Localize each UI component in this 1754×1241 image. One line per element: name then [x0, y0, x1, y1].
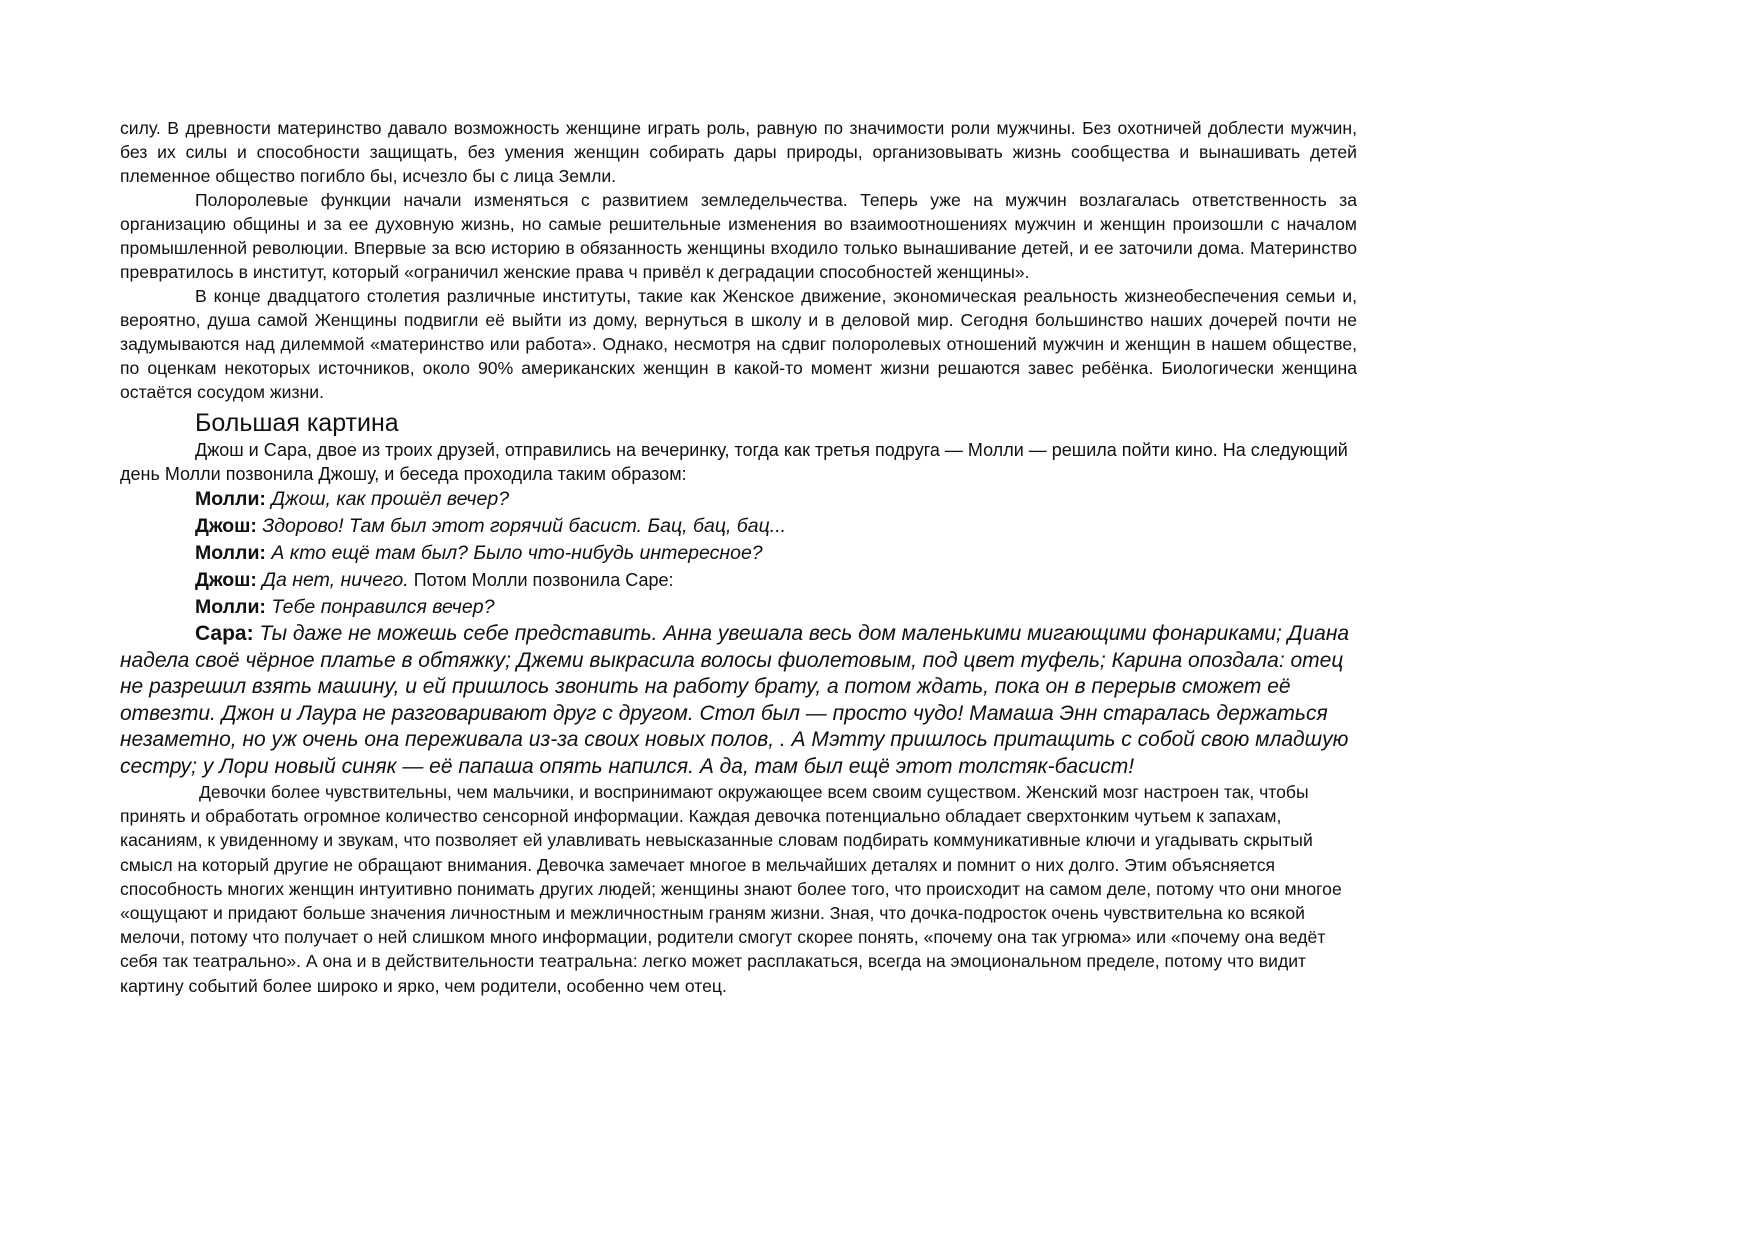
dialog-speaker: Джош: — [195, 515, 257, 537]
top-paragraphs — [120, 116, 1357, 404]
paragraph: В конце двадцатого столетия различные институты, такие как Женское движение, экономическая реальность жизнеобеспечения семьи и, вероятно, душа самой Женщины подвигли её выйти из дому, вернуться в школу и в деловой мир. Сегодня большинство наших дочерей почти не задумываются над дилеммой «материнство или работа». Однако, несмотря на сдвиг полоролевых отношений мужчин и женщин в нашем обществе, по оценкам некоторых источников, около 90% американских женщин в какой-то момент жизни решаются завес ребёнка. Биологически женщина остаётся сосудом жизни. — [120, 286, 1357, 402]
dialog-speaker: Молли: — [195, 596, 266, 618]
dialog-line — [120, 621, 1357, 780]
dialog-text: Ты даже не можешь себе представить. Анна увешала весь дом маленькими мигающими фонариками; Диана надела своё чёрное платье в обтяжку; Джеми выкрасила волосы фиолетовым, под цвет туфель; Карина опоздала: отец не разрешил взять машину, и ей пришлось звонить на работу брату, а потом ждать, пока он в перерыв сможет её отвезти. Джон и Лаура не разговаривают друг с другом. Стол был — просто чудо! Мамаша Энн старалась держаться незаметно, но уж очень она переживала из-за своих новых полов, . А Мэтту пришлось притащить с собой свою младшую сестру; у Лори новый синяк — её папаша опять напился. А да, там был ещё этот толстяк-басист! — [120, 622, 1350, 778]
closing-block — [120, 780, 1357, 998]
intro-block — [120, 438, 1357, 486]
dialog-line — [120, 513, 1357, 540]
dialog-line — [120, 540, 1357, 567]
dialog-text: А кто ещё там был? Было что-нибудь интересное? — [265, 542, 763, 564]
dialog-speaker: Джош: — [195, 569, 257, 591]
dialog-line — [120, 594, 1357, 621]
paragraph: силу. В древности материнство давало возможность женщине играть роль, равную по значимости роли мужчины. Без охотничей доблести мужчин, без их силы и способности защищать, без умения женщин собирать дары природы, организовывать жизнь сообщества и вынашивать детей племенное общество погибло бы, исчезло бы с лица Земли. — [120, 118, 1357, 186]
paragraph: Полоролевые функции начали изменяться с развитием земледельчества. Теперь уже на мужчин возлагалась ответственность за организацию общины и за ее духовную жизнь, но самые решительные изменения во взаимоотношениях мужчин и женщин произошли с началом промышленной революции. Впервые за всю историю в обязанность женщины входило только вынашивание детей, и ее заточили дома. Материнство превратилось в институт, который «ограничил женские права ч привёл к деградации способностей женщины». — [120, 190, 1357, 282]
document-page — [120, 116, 1357, 998]
closing-paragraph: Девочки более чувствительны, чем мальчики, и воспринимают окружающее всем своим существом. Женский мозг настроен так, чтобы принять и обработать огромное количество сенсорной информации. Каждая девочка потенциально обладает сверхтонким чутьем к запахам, касаниям, к увиденному и звукам, что позволяет ей улавливать невысказанные словам подбирать коммуникативные ключи и угадывать скрытый смысл на который другие не обращают внимания. Девочка замечает многое в мельчайших деталях и помнит о них долго. Этим объясняется способность многих женщин интуитивно понимать других людей; женщины знают более того, что происходит на самом деле, потому что они многое «ощущают и придают больше значения личностным и межличностным граням жизни. Зная, что дочка-подросток очень чувствительна ко всякой мелочи, потому что получает о ней слишком много информации, родители смогут скорее понять, «почему она так угрюма» или «почему она ведёт себя так театрально». А она и в действительности театральна: легко может расплакаться, всегда на эмоциональном пределе, потому что видит картину событий более широко и ярко, чем родители, особенно чем отец. — [120, 782, 1342, 996]
dialog-speaker: Молли: — [195, 488, 266, 510]
dialog-speaker: Сара: — [195, 622, 254, 645]
dialog-speaker: Молли: — [195, 542, 266, 564]
section-heading: Большая картина — [195, 409, 399, 437]
dialog-text: Да нет, ничего. — [256, 569, 409, 591]
dialog-narration: Потом Молли позвонила Саре: — [408, 570, 674, 590]
intro-paragraph: Джош и Сара, двое из троих друзей, отправились на вечеринку, тогда как третья подруга — Молли — решила пойти кино. На следующий день Молли позвонила Джошу, и беседа проходила таким образом: — [120, 440, 1348, 484]
dialog-line — [120, 486, 1357, 513]
dialog-text: Джош, как прошёл вечер? — [265, 488, 510, 510]
dialog-text: Тебе понравился вечер? — [265, 596, 495, 618]
dialog — [120, 486, 1357, 780]
dialog-line — [120, 567, 1357, 594]
dialog-text: Здорово! Там был этот горячий басист. Бац, бац, бац... — [256, 515, 787, 537]
